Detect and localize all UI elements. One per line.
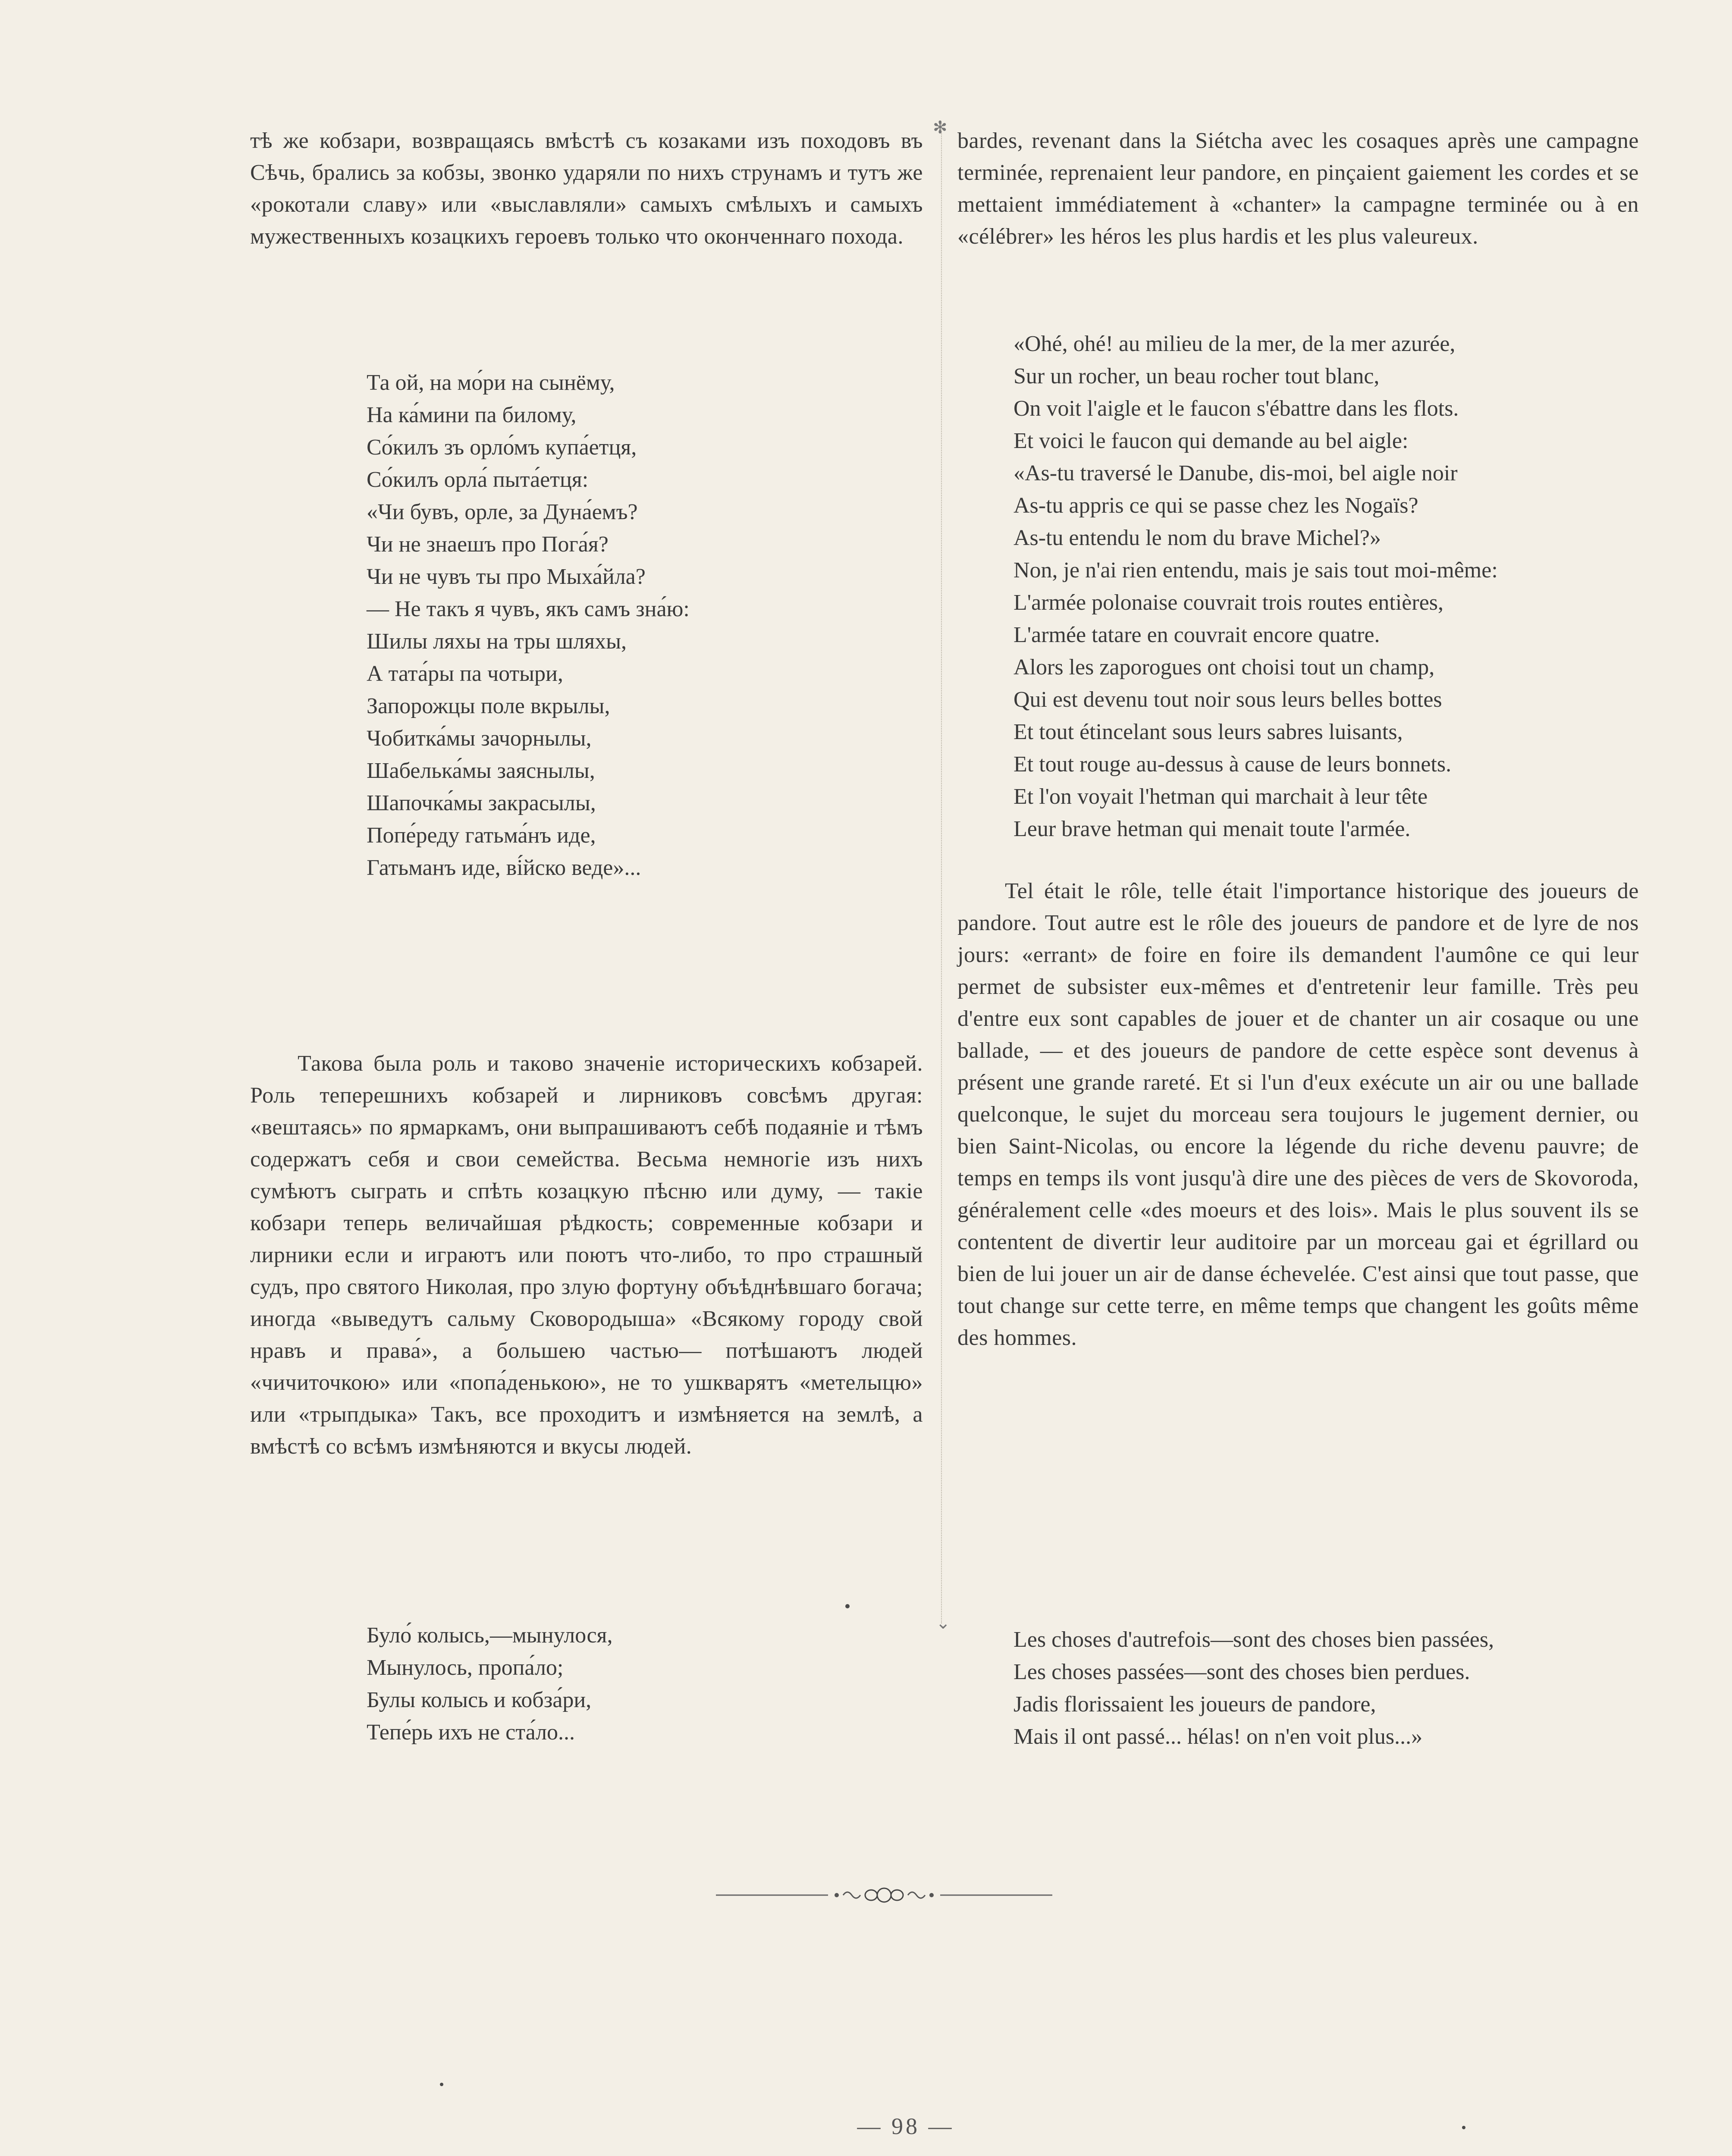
right-verse-1-line: Et l'on voyait l'hetman qui marchait à leur tête <box>1013 784 1428 809</box>
right-verse-2-line: Les choses d'autrefois—sont des choses bien passées, <box>1013 1627 1494 1652</box>
right-verse-1-line: L'armée tatare en couvrait encore quatre. <box>1013 623 1380 647</box>
right-verse-1-line: Non, je n'ai rien entendu, mais je sais tout moi-même: <box>1013 558 1498 583</box>
left-verse-1-line: «Чи бувъ, орле, за Дуна́емъ? <box>367 500 638 524</box>
right-verse-1-line: Et voici le faucon qui demande au bel aigle: <box>1013 429 1409 453</box>
right-verse-1-line: As-tu entendu le nom du brave Michel?» <box>1013 526 1381 550</box>
left-verse-2-line: Тепе́рь ихъ не ста́ло... <box>367 1720 575 1745</box>
right-paragraph-2-text: Tel était le rôle, telle était l'importance historique des joueurs de pandore. Tout autre est le rôle des joueurs de pandore et de lyre de nos jours: «errant» de foire en foire ils demandent l'aumône ce qui leur permet de subsister eux-mêmes et d'entretenir leur famille. Très peu d'entre eux sont capables de jouer et de chanter un air cosaque ou une ballade, — et des joueurs de pandore de cette espèce sont devenus à présent une grande rareté. Et si l'un d'eux exécute un air ou une ballade quelconque, le sujet du morceau sera toujours le jugement dernier, ou bien Saint-Nicolas, ou encore la légende du riche devenu pauvre; de temps en temps ils vont jusqu'à dire une des pièces de vers de Skovoroda, généralement celle «des moeurs et des lois». Mais le plus souvent ils se contentent de divertir leur auditoire par un morceau gai et égrillard ou bien de lui jouer un air de danse échevelée. C'est ainsi que tout passe, que tout change sur cette terre, en même temps que changent les goûts même des hommes. <box>957 879 1639 1350</box>
ink-speck <box>1462 2126 1465 2129</box>
left-verse-2-line: Булы колысь и кобза́ри, <box>367 1688 592 1712</box>
left-verse-1-line: На ка́мини па билому, <box>367 403 577 427</box>
right-paragraph-1-text: bardes, revenant dans la Siétcha avec les cosaques après une campagne terminée, reprenaient leur pandore, en pinçaient gaiement les cordes et se mettaient immédiatement à «chanter» la campagne terminée ou à en «célébrer» les héros les plus hardis et les plus valeureux. <box>957 128 1639 249</box>
page-number: — 98 — <box>857 2113 954 2139</box>
right-verse-1-line: Et tout étincelant sous leurs sabres luisants, <box>1013 720 1403 744</box>
left-verse-1-line: Чобитка́мы зачорнылы, <box>367 726 592 751</box>
left-verse-2-line: Мынулось, пропа́ло; <box>367 1655 564 1680</box>
left-verse-1-line: — Не такъ я чувъ, якъ самъ зна́ю: <box>367 597 690 621</box>
left-verse-1-line: Запорожцы поле вкрылы, <box>367 694 610 718</box>
left-verse-1-line: Попе́реду гатьма́нъ иде, <box>367 823 596 848</box>
divider-bottom-ornament: ⌄ <box>936 1613 951 1633</box>
left-verse-2 <box>367 1619 612 1749</box>
right-verse-1-line: Qui est devenu tout noir sous leurs belles bottes <box>1013 687 1442 712</box>
right-verse-1-line: Sur un rocher, un beau rocher tout blanc, <box>1013 364 1380 389</box>
left-verse-2-line: Було́ колысь,—мынулося, <box>367 1623 613 1648</box>
right-verse-1-line: Alors les zaporogues ont choisi tout un champ, <box>1013 655 1435 680</box>
column-divider <box>941 123 943 1623</box>
left-verse-1-line: Шабелька́мы заяснылы, <box>367 758 595 783</box>
left-verse-1-line: Чи не знаешъ про Пога́я? <box>367 532 609 557</box>
right-verse-1-line: «Ohé, ohé! au milieu de la mer, de la mer azurée, <box>1013 332 1456 356</box>
right-verse-1 <box>1013 328 1498 845</box>
right-verse-1-line: As-tu appris ce qui se passe chez les Nogaïs? <box>1013 493 1418 518</box>
left-verse-1-line: Со́килъ зъ орло́мъ купа́етця, <box>367 435 637 460</box>
end-ornament <box>716 1884 1052 1906</box>
right-verse-2-line: Les choses passées—sont des choses bien perdues. <box>1013 1660 1470 1684</box>
ink-speck <box>845 1604 850 1608</box>
right-verse-1-line: «As-tu traversé le Danube, dis-moi, bel aigle noir <box>1013 461 1458 486</box>
left-verse-1-line: Шилы ляхы на тры шляхы, <box>367 629 627 654</box>
ink-speck <box>440 2083 443 2086</box>
left-verse-1-line: Чи не чувъ ты про Мыха́йла? <box>367 564 646 589</box>
left-verse-1-line: Гатьманъ иде, ві́йско веде»... <box>367 856 641 880</box>
right-verse-1-line: Et tout rouge au-dessus à cause de leurs bonnets. <box>1013 752 1452 777</box>
left-paragraph-1 <box>250 125 923 253</box>
right-verse-2 <box>1013 1623 1494 1753</box>
left-verse-1-line: Та ой, на мо́ри на сынёму, <box>367 370 615 395</box>
right-verse-1-line: L'armée polonaise couvrait trois routes entières, <box>1013 590 1444 615</box>
right-verse-1-line: Leur brave hetman qui menait toute l'armée. <box>1013 817 1411 841</box>
right-verse-2-line: Mais il ont passé... hélas! on n'en voit plus...» <box>1013 1724 1423 1749</box>
divider-top-ornament: ✻ <box>933 118 948 137</box>
left-verse-1-line: Со́килъ орла́ пыта́етця: <box>367 467 589 492</box>
left-paragraph-1-text: тѣ же кобзари, возвращаясь вмѣстѣ съ козаками изъ походовъ въ Сѣчь, брались за кобзы, звонко ударяли по нихъ струнамъ и тутъ же «рокотали славу» или «выславляли» самыхъ смѣлыхъ и самыхъ мужественныхъ козацкихъ героевъ только что оконченнаго похода. <box>250 128 923 249</box>
left-verse-1 <box>367 367 690 884</box>
left-verse-1-line: А тата́ры па чотыри, <box>367 661 563 686</box>
left-paragraph-2-text: Такова была роль и таково значеніе историческихъ кобзарей. Роль теперешнихъ кобзарей и лирниковъ совсѣмъ другая: «вештаясь» по ярмаркамъ, они выпрашиваютъ себѣ подаяніе и тѣмъ содержатъ себя и свои семейства. Весьма немногіе изъ нихъ сумѣютъ сыграть и спѣть козацкую пѣсню или думу, — такіе кобзари теперь величайшая рѣдкость; современные кобзари и лирники если и играютъ или поютъ что-либо, то про страшный судъ, про святого Николая, про злую фортуну объѣднѣвшаго богача; иногда «выведутъ сальму Сковородыша» «Всякому городу свой нравъ и права́», а большею частью— потѣшаютъ людей «чичиточкою» или «попа́денькою», не то ушкварятъ «метелыцю» или «трыпдыка» Такъ, все проходитъ и измѣняется на землѣ, а вмѣстѣ со всѣмъ измѣняются и вкусы людей. <box>250 1051 923 1459</box>
right-paragraph-1 <box>957 125 1639 253</box>
right-verse-2-line: Jadis florissaient les joueurs de pandore, <box>1013 1692 1376 1717</box>
left-paragraph-2 <box>250 1048 923 1463</box>
right-verse-1-line: On voit l'aigle et le faucon s'ébattre dans les flots. <box>1013 396 1459 421</box>
right-paragraph-2 <box>957 875 1639 1354</box>
left-verse-1-line: Шапочка́мы закрасылы, <box>367 791 596 815</box>
